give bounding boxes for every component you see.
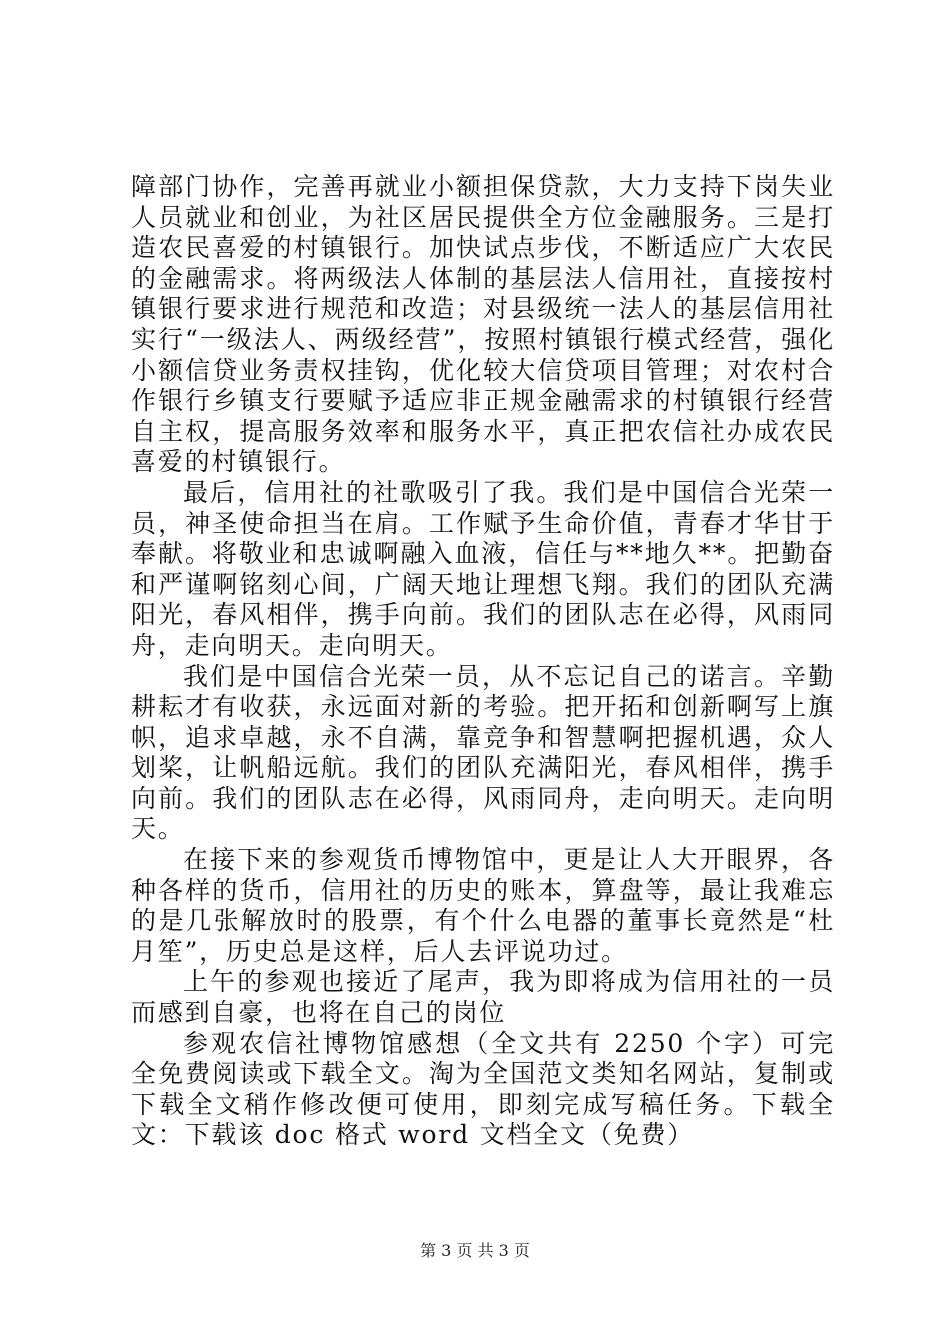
paragraph-3: 我们是中国信合光荣一员，从不忘记自己的诺言。辛勤耕耘才有收获，永远面对新的考验。把开拓和创新啊写上旗帜，追求卓越，永不自满，靠竞争和智慧啊把握机遇，众人划桨，让帆船远航。我们的团队充满阳光，春风相伴，携手向前。我们的团队志在必得，风雨同舟，走向明天。走向明天。 bbox=[131, 661, 835, 844]
paragraph-6: 参观农信社博物馆感想（全文共有 2250 个字）可完全免费阅读或下载全文。淘为全国范文类知名网站，复制或下载全文稍作修改便可使用，即刻完成写稿任务。下载全文：下载该 doc 格式 word 文档全文（免费） bbox=[131, 1028, 835, 1150]
paragraph-5: 上午的参观也接近了尾声，我为即将成为信用社的一员而感到自豪，也将在自己的岗位 bbox=[131, 967, 835, 1028]
paragraph-2: 最后，信用社的社歌吸引了我。我们是中国信合光荣一员，神圣使命担当在肩。工作赋予生命价值，青春才华甘于奉献。将敬业和忠诚啊融入血液，信任与**地久**。把勤奋和严谨啊铭刻心间，广阔天地让理想飞翔。我们的团队充满阳光，春风相伴，携手向前。我们的团队志在必得，风雨同舟，走向明天。走向明天。 bbox=[131, 477, 835, 660]
paragraph-4: 在接下来的参观货币博物馆中，更是让人大开眼界，各种各样的货币，信用社的历史的账本，算盘等，最让我难忘的是几张解放时的股票，有个什么电器的董事长竟然是“杜月笙”，历史总是这样，后人去评说功过。 bbox=[131, 845, 835, 966]
paragraph-1: 障部门协作，完善再就业小额担保贷款，大力支持下岗失业人员就业和创业，为社区居民提供全方位金融服务。三是打造农民喜爱的村镇银行。加快试点步伐，不断适应广大农民的金融需求。将两级法人体制的基层法人信用社，直接按村镇银行要求进行规范和改造；对县级统一法人的基层信用社实行“一级法人、两级经营”，按照村镇银行模式经营，强化小额信贷业务责权挂钩，优化较大信贷项目管理；对农村合作银行乡镇支行要赋予适应非正规金融需求的村镇银行经营自主权，提高服务效率和服务水平，真正把农信社办成农民喜爱的村镇银行。 bbox=[131, 172, 835, 477]
page-number-footer: 第 3 页 共 3 页 bbox=[420, 1241, 530, 1260]
document-body bbox=[131, 172, 835, 1151]
